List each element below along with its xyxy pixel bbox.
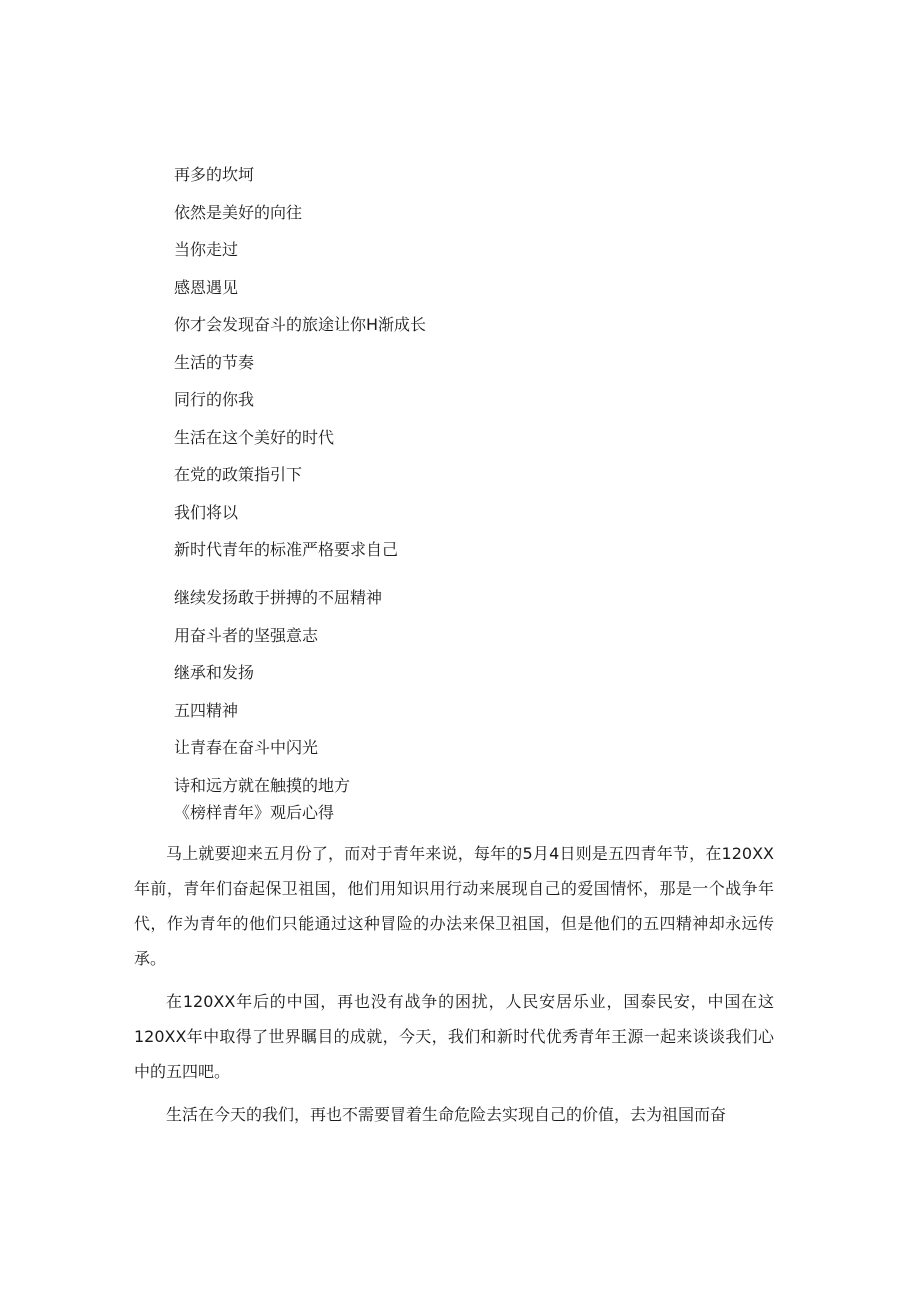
article-paragraph: 马上就要迎来五月份了，而对于青年来说，每年的5月4日则是五四青年节，在120XX年前，青年们奋起保卫祖国，他们用知识用行动来展现自己的爱国情怀，那是一个战争年代，作为青年的他们只能通过这种冒险的办法来保卫祖国，但是他们的五四精神却永远传承。: [134, 844, 774, 968]
poem-line: 再多的坎坷: [174, 165, 255, 184]
poem-line: 依然是美好的向往: [174, 202, 303, 222]
poem-line: 诗和远方就在触摸的地方: [174, 775, 351, 795]
poem-line: 五四精神: [174, 700, 239, 720]
article-paragraph: 生活在今天的我们，再也不需要冒着生命危险去实现自己的价值，去为祖国而奋: [166, 1105, 727, 1124]
article-heading: 《榜样青年》观后心得: [174, 803, 335, 822]
poem-line: 我们将以: [174, 502, 239, 522]
poem-line: 生活在这个美好的时代: [174, 427, 335, 447]
poem-line: 你才会发现奋斗的旅途让你H渐成长: [174, 315, 427, 334]
poem-line: 新时代青年的标准严格要求自己: [174, 540, 399, 559]
poem-line: 用奋斗者的坚强意志: [174, 625, 319, 645]
poem-line: 继承和发扬: [174, 663, 255, 682]
poem-line: 同行的你我: [174, 390, 255, 409]
article-body: [134, 836, 774, 1140]
poem-block: [174, 162, 794, 810]
poem-line: 生活的节奏: [174, 352, 255, 372]
poem-line: 让青春在奋斗中闪光: [174, 738, 319, 757]
article-paragraph: 在120XX年后的中国，再也没有战争的困扰，人民安居乐业，国泰民安，中国在这120XX年中取得了世界瞩目的成就，今天，我们和新时代优秀青年王源一起来谈谈我们心中的五四吧。: [134, 992, 774, 1081]
poem-line: 当你走过: [174, 240, 239, 259]
poem-line: 继续发扬敢于拼搏的不屈精神: [174, 588, 383, 607]
poem-line: 在党的政策指引下: [174, 465, 303, 484]
poem-line: 感恩遇见: [174, 277, 239, 297]
